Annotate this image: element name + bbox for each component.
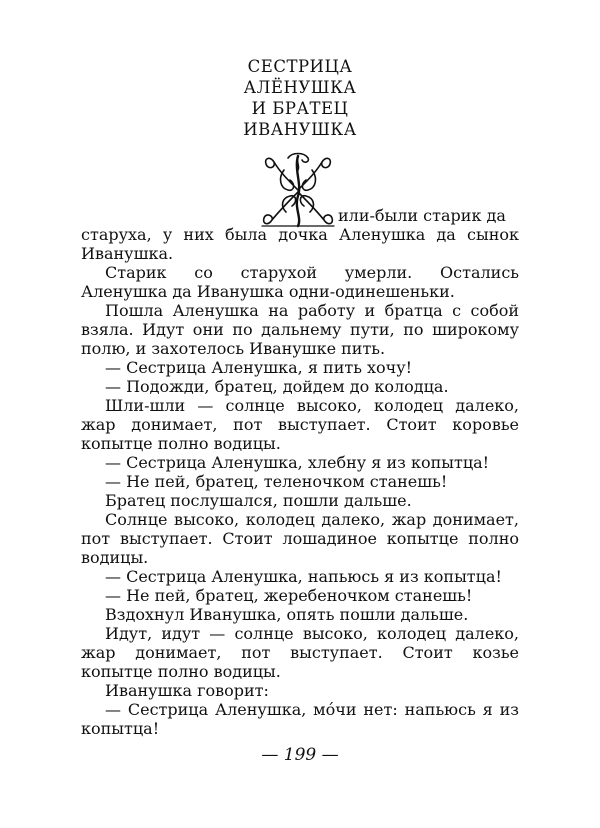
dialogue-line: — Не пей, братец, жеребеночком станешь! (105, 586, 473, 605)
title-line: СЕСТРИЦА (247, 57, 353, 76)
title-line: ИВАНУШКА (243, 120, 357, 139)
first-line: или-были старик да (338, 206, 506, 225)
dialogue-line: — Не пей, братец, теленочком станешь! (105, 472, 448, 491)
dialogue-line: — Сестрица Аленушка, мóчи нет: напьюсь я из копытца! (81, 700, 519, 738)
dialogue-line: — Сестрица Аленушка, я пить хочу! (105, 358, 413, 377)
paragraph: Братец послушался, пошли дальше. (105, 491, 412, 510)
page-number: — 199 — (261, 745, 339, 765)
paragraph: Вздохнул Иванушка, опять пошли дальше. (105, 605, 469, 624)
title-line: АЛЁНУШКА (243, 78, 357, 97)
paragraph: Идут, идут — солнце высоко, колодец далеко, жар донимает, пот выступает. Стоит козье копытце полно водицы. (81, 624, 519, 681)
title-line: И БРАТЕЦ (251, 99, 349, 118)
page-title (0, 56, 600, 140)
dialogue-line: — Сестрица Аленушка, напьюсь я из копытца! (105, 567, 502, 586)
paragraph: Солнце высоко, колодец далеко, жар донимает, пот выступает. Стоит лошадиное копытце полно водицы. (81, 510, 519, 567)
story-text (81, 206, 519, 738)
paragraph: старуха, у них была дочка Аленушка да сынок Иванушка. (81, 225, 519, 263)
paragraph: Пошла Аленушка на работу и братца с собой взяла. Идут они по дальнему пути, по широкому полю, и захотелось Иванушке пить. (81, 301, 519, 358)
paragraph: Иванушка говорит: (105, 681, 269, 700)
dialogue-line: — Подожди, братец, дойдем до колодца. (105, 377, 449, 396)
paragraph: Старик со старухой умерли. Остались Аленушка да Иванушка одни-одинешеньки. (81, 263, 519, 301)
dialogue-line: — Сестрица Аленушка, хлебну я из копытца! (105, 453, 490, 472)
paragraph: Шли-шли — солнце высоко, колодец далеко, жар донимает, пот выступает. Стоит коровье копытце полно водицы. (81, 396, 519, 453)
